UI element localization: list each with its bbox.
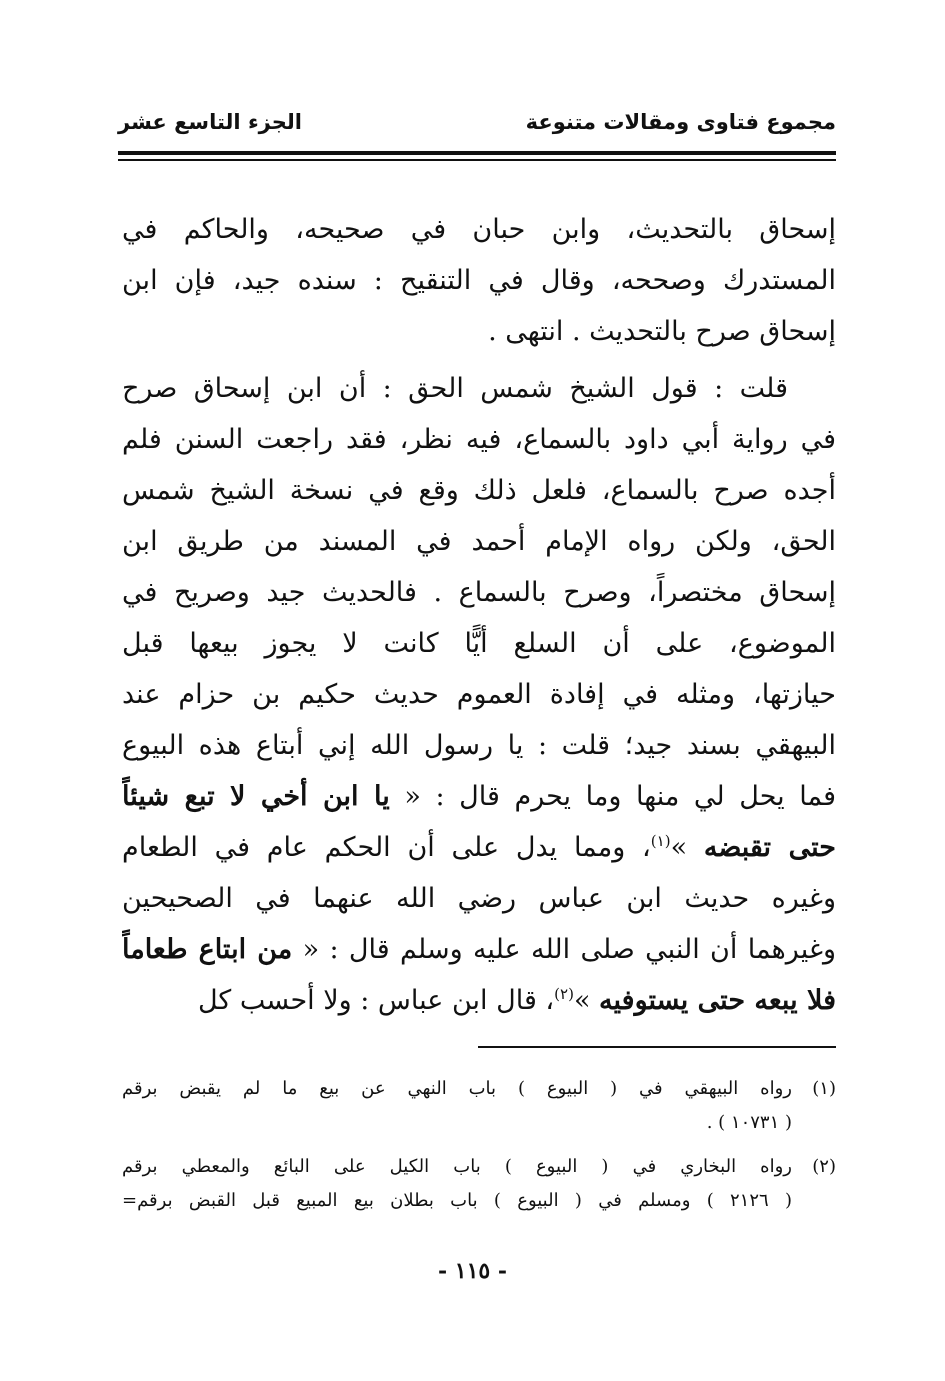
text-segment: أجده صرح بالسماع، فلعل ذلك وقع في نسخة الشيخ شمس [122,475,836,506]
page-number: - ١١٥ - [437,1258,508,1284]
footnote-number: (١) [812,1078,836,1099]
text-line [122,414,836,465]
text-line [122,618,836,669]
footnote-line: رواه البيهقي في ( البيوع ) باب النهي عن بيع ما لم يقبض برقم [122,1078,792,1099]
text-segment: ، قال ابن عباس : ولا أحسب كل [197,985,555,1016]
footnote-reference: (٢) [554,985,574,1003]
text-line [122,924,836,975]
footnote-line: رواه البخاري في ( البيوع ) باب الكيل على البائع والمعطي برقم [122,1156,792,1177]
header-rule-thin [118,159,836,161]
text-segment: ، ومما يدل على أن الحكم عام في الطعام [122,832,651,863]
text-line [122,363,836,414]
text-segment: الحق، ولكن رواه الإمام أحمد في المسند من طريق ابن [122,526,836,557]
text-line [122,771,836,822]
footnote [122,1150,836,1218]
text-line [122,465,836,516]
text-line [122,669,836,720]
header-rule-thick [118,151,836,155]
footnote [122,1072,836,1140]
hadith-quote: فلا يبعه حتى يستوفيه [599,985,836,1016]
footnotes [122,1072,836,1228]
text-line [122,255,836,306]
book-title: مجموع فتاوى ومقالات متنوعة [525,110,836,134]
footnote-number: (٢) [812,1156,836,1177]
text-segment: إسحاق صرح بالتحديث . انتهى . [488,316,836,347]
footnote-line: ( ٢١٢٦ ) ومسلم في ( البيوع ) باب بطلان بيع المبيع قبل القبض برقم= [122,1190,792,1211]
text-segment: إسحاق بالتحديث، وابن حبان في صحيحه، والحاكم في [122,214,836,245]
text-line [122,516,836,567]
text-segment: فما يحل لي منها وما يحرم قال : « [389,781,836,812]
page-header [118,110,836,144]
text-segment: حيازتها، ومثله في إفادة العموم حديث حكيم بن حزام عند [122,679,836,710]
text-line [122,720,836,771]
footnote-divider [478,1046,836,1048]
text-segment: البيهقي بسند جيد؛ قلت : يا رسول الله إني أبتاع هذه البيوع [122,730,836,761]
text-segment: في رواية أبي داود بالسماع، فيه نظر، فقد راجعت السنن فلم [122,424,836,455]
text-segment: وغيرهما أن النبي صلى الله عليه وسلم قال : « [292,934,836,965]
volume-label: الجزء التاسع عشر [118,110,302,134]
hadith-quote: يا ابن أخي لا تبع شيئاً [122,781,390,812]
main-text [122,204,836,1026]
text-line [122,204,836,255]
hadith-quote: حتى تقبضه [703,832,836,863]
text-segment: الموضوع، على أن السلع أيًّا كانت لا يجوز بيعها قبل [122,628,836,659]
text-line [122,567,836,618]
text-segment: وغيره حديث ابن عباس رضي الله عنهما في الصحيحين [122,883,836,914]
text-segment: قلت : قول الشيخ شمس الحق : أن ابن إسحاق صرح [122,373,788,404]
text-segment: » [573,985,600,1016]
text-line [122,873,836,924]
text-segment: » [670,832,704,863]
text-segment: المستدرك وصححه، وقال في التنقيح : سنده جيد، فإن ابن [122,265,836,296]
footnote-line: ( ١٠٧٣١ ) . [706,1112,792,1133]
text-segment: إسحاق مختصراً، وصرح بالسماع . فالحديث جيد وصريح في [122,577,836,608]
hadith-quote: من ابتاع طعاماً [122,934,293,965]
footnote-reference: (١) [650,832,671,850]
text-line [122,306,836,357]
text-line [122,822,836,873]
text-line [122,975,836,1026]
